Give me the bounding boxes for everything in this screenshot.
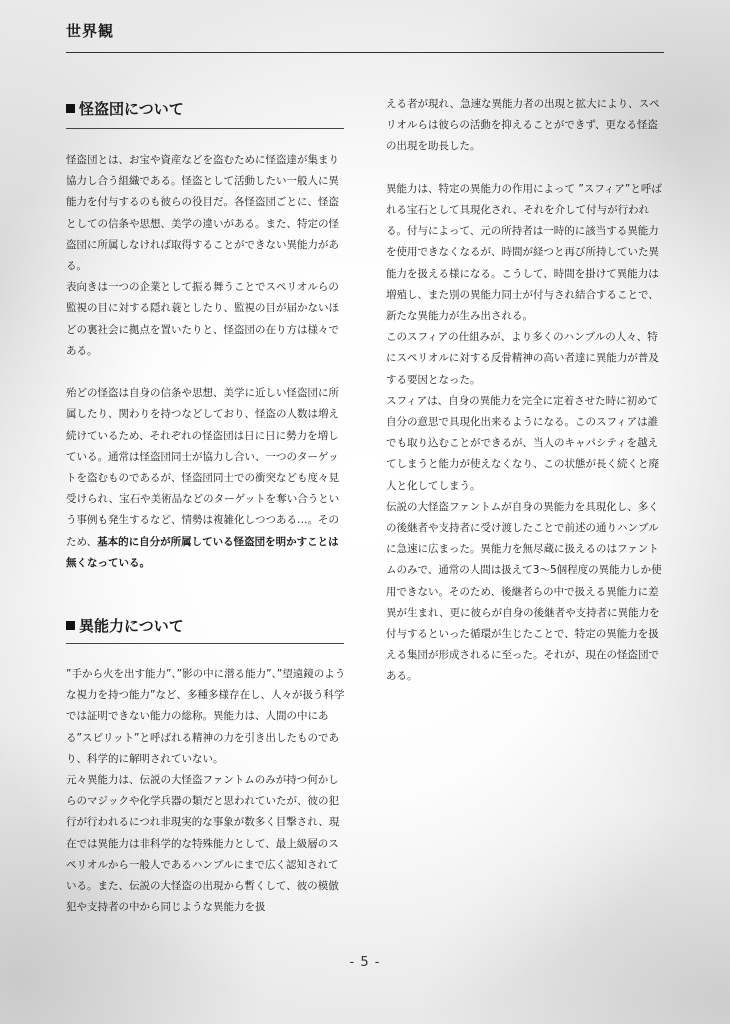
header-rule bbox=[66, 52, 664, 53]
paragraph: このスフィアの仕組みが、より多くのハンブルの人々、特にスペリオルに対する反骨精神の高い者達に異能力が普及する要因となった。 bbox=[386, 331, 659, 386]
section-title-text: 怪盗団について bbox=[79, 100, 184, 118]
bold-statement: 基本的に自分が所属している怪盗団を明かすことは無くなっている。 bbox=[66, 535, 339, 569]
section-rule bbox=[66, 128, 344, 129]
paragraph: 表向きは一つの企業として振る舞うことでスペリオルらの監視の目に対する隠れ蓑としたり、監視の目が届かないほどの裏社会に拠点を置いたりと、怪盗団の在り方は様々である。 bbox=[66, 281, 339, 357]
paragraph-text: 殆どの怪盗は自身の信条や思想、美学に近しい怪盗団に所属したり、関わりを持つなどしており、怪盗の人数は増え続けているため、それぞれの怪盗団は日に日に勢力を増している。通常は怪盗団同士が協力し合い、一つのターゲットを盗むものであるが、怪盗団同士での衝突なども度々見受けられ、宝石や美術品などのターゲットを奪い合うという事例も発生するなど、情勢は複雑化しつつある…。そのため、 bbox=[66, 387, 340, 548]
black-square-icon bbox=[66, 621, 75, 630]
section-title-text: 異能力について bbox=[79, 617, 184, 635]
paragraph: える者が現れ、急速な異能力者の出現と拡大により、スペリオルらは彼らの活動を抑えることができず、更なる怪盗の出現を助長した。 bbox=[386, 98, 660, 153]
paragraph: 怪盗団とは、お宝や資産などを盗むために怪盗達が集まり協力し合う組織である。怪盗として活動したい一般人に異能力を付与するのも彼らの役目だ。各怪盗団ごとに、怪盗としての信条や思想、美学の違いがある。また、特定の怪盗団に所属しなければ取得することができない異能力がある。 bbox=[66, 154, 339, 273]
chapter-title: 世界観 bbox=[66, 22, 115, 40]
paragraph: 異能力は、特定の異能力の作用によって ”スフィア”と呼ばれる宝石として具現化され、それを介して付与が行われる。付与によって、元の所持者は一時的に該当する異能力を使用できなくなるが、時間が経つと再び所持していた異能力を扱える様になる。こうして、時間を掛けて異能力は増殖し、また別の異能力同士が付与され結合することで、新たな異能力が生み出される。 bbox=[386, 182, 662, 323]
section-title-inouryoku bbox=[66, 615, 184, 636]
section2-body bbox=[66, 664, 346, 918]
paragraph bbox=[66, 383, 346, 574]
paragraph: ”手から火を出す能力”、”影の中に潜る能力”、”望遠鏡のような視力を持つ能力”など、多種多様存在し、人々が扱う科学では証明できない能力の総称。異能力は、人間の中にある”スピリット”と呼ばれる精神の力を引き出したものであり、科学的に解明されていない。 bbox=[66, 668, 346, 765]
black-square-icon bbox=[66, 104, 75, 113]
paragraph: 伝説の大怪盗ファントムが自身の異能力を具現化し、多くの後継者や支持者に受け渡したことで前述の通りハンブルに急速に広まった。異能力を無尽蔵に扱えるのはファントムのみで、通常の人間は扱えて3～5個程度の異能力しか使用できない。そのため、後継者らの中で扱える異能力に差異が生まれ、更に彼らが自身の後継者や支持者に異能力を付与するといった循環が生じたことで、特定の異能力を扱える集団が形成されるに至った。それが、現在の怪盗団である。 bbox=[386, 500, 662, 683]
section-title-kaitoudan bbox=[66, 98, 184, 119]
section-rule bbox=[66, 643, 344, 644]
right-column-body bbox=[386, 94, 666, 688]
section1-body bbox=[66, 150, 346, 574]
paragraph: 元々異能力は、伝説の大怪盗ファントムのみが持つ何かしらのマジックや化学兵器の類だと思われていたが、彼の犯行が行われるにつれ非現実的な事象が数多く目撃され、現在では異能力は非科学的な特殊能力として、最上級層のスペリオルから一般人であるハンブルにまで広く認知されている。また、伝説の大怪盗の出現から暫くして、彼の模倣犯や支持者の中から同じような異能力を扱 bbox=[66, 774, 340, 914]
page-number: - 5 - bbox=[349, 955, 381, 970]
paragraph: スフィアは、自身の異能力を完全に定着させた時に初めて自分の意思で具現化出来るようになる。このスフィアは誰でも取り込むことができるが、当人のキャパシティを越えてしまうと能力が使えなくなり、この状態が長く続くと廃人と化してしまう。 bbox=[386, 394, 659, 492]
